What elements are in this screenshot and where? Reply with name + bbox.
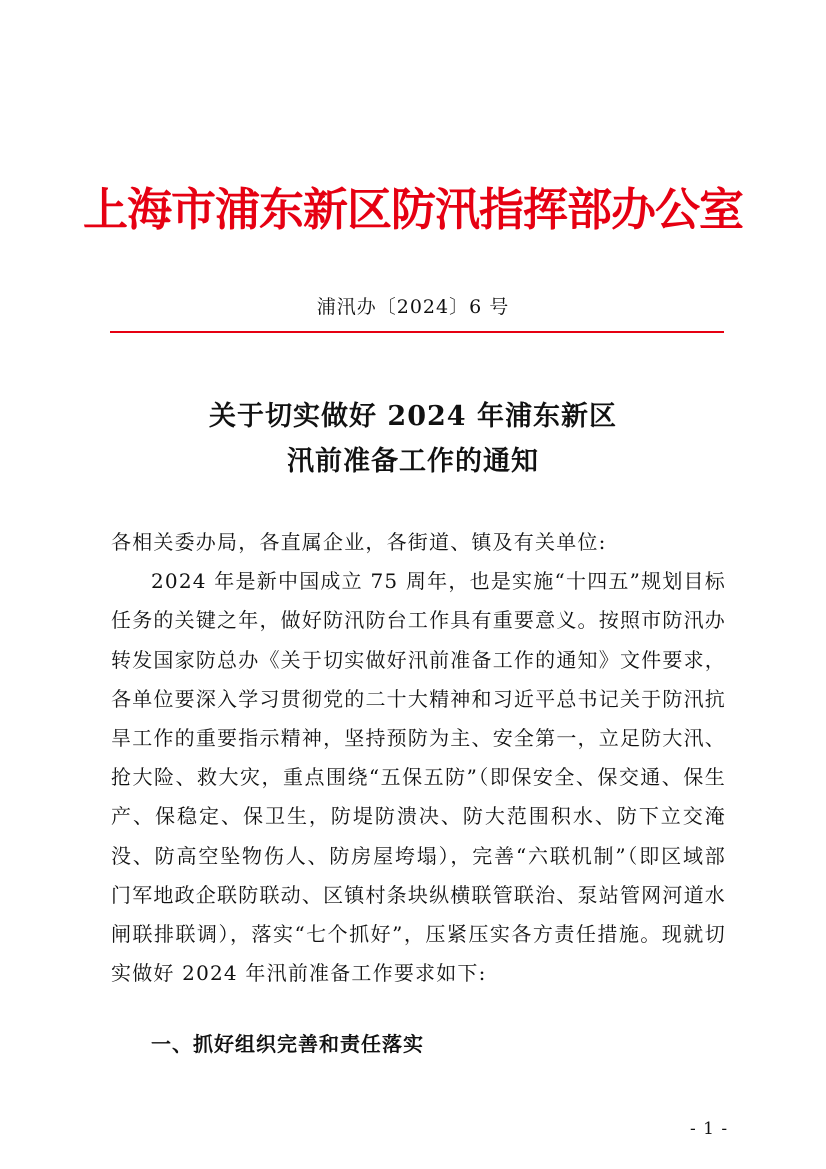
notice-title-line-1: 关于切实做好 2024 年浦东新区 [209,401,617,432]
page-number: - 1 - [690,1119,729,1139]
salutation: 各相关委办局，各直属企业，各街道、镇及有关单位: [111,530,607,554]
red-divider-line [110,331,724,333]
section-heading-1: 一、抓好组织完善和责任落实 [151,1032,424,1056]
document-number: 浦汛办〔2024〕6 号 [316,296,510,318]
issuing-office-header: 上海市浦东新区防汛指挥部办公室 [82,183,743,236]
notice-body [111,523,726,993]
notice-title-line-2: 汛前准备工作的通知 [287,446,539,477]
body-paragraph: 2024 年是新中国成立 75 周年，也是实施“十四五”规划目标任务的关键之年，做好防汛防台工作具有重要意义。按照市防汛办转发国家防总办《关于切实做好汛前准备工作的通知》文件要求，各单位要深入学习贯彻党的二十大精神和习近平总书记关于防汛抗旱工作的重要指示精神，坚持预防为主、安全第一，立足防大汛、抢大险、救大灾，重点围绕“五保五防”（即保安全、保交通、保生产、保稳定、保卫生，防堤防溃决、防大范围积水、防下立交淹没、防高空坠物伤人、防房屋垮塌），完善“六联机制”（即区域部门军地政企联防联动、区镇村条块纵横联管联治、泵站管网河道水闸联排联调），落实“七个抓好”，压紧压实各方责任措施。现就切实做好 2024 年汛前准备工作要求如下: [111,569,726,986]
